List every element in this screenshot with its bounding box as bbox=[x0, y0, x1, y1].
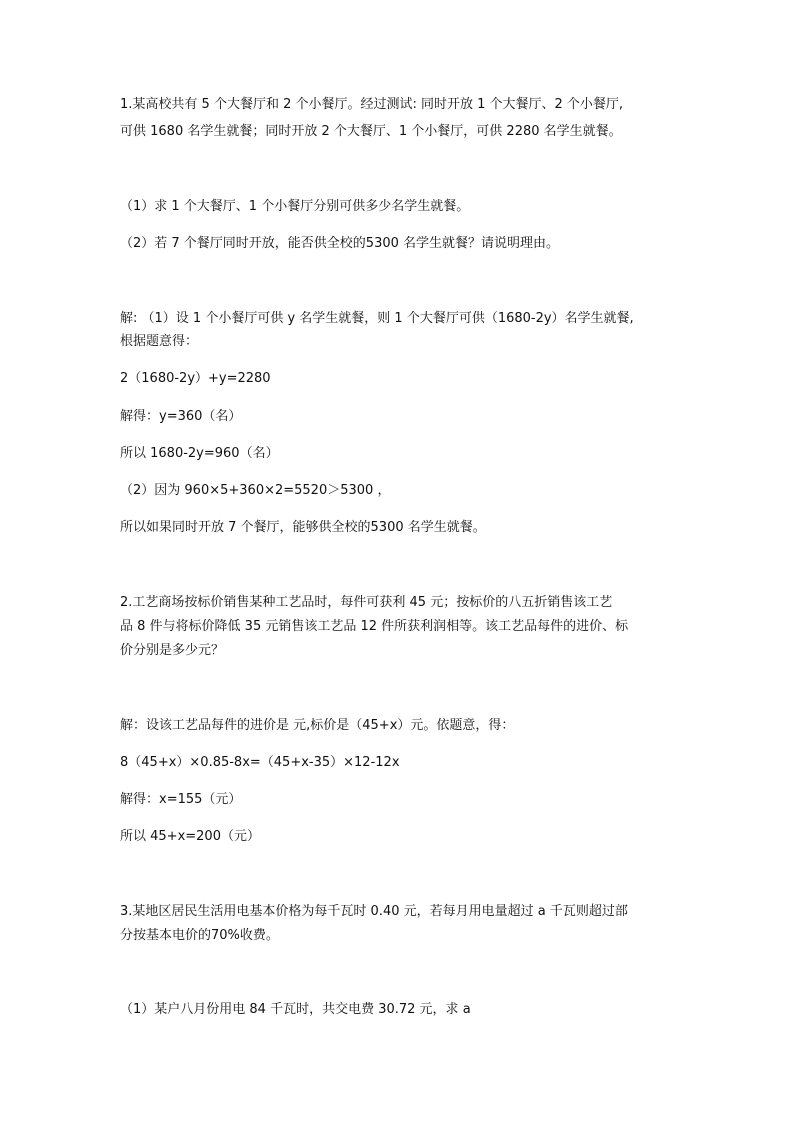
problem-2-result: 解得：x=155（元） bbox=[120, 792, 242, 807]
problem-1-solution-line-2: 根据题意得： bbox=[120, 334, 199, 349]
problem-1-statement-line-2: 可供 1680 名学生就餐；同时开放 2 个大餐厅、1 个小餐厅，可供 2280 名学生就餐。 bbox=[120, 124, 622, 139]
problem-2-conclusion: 所以 45+x=200（元） bbox=[120, 829, 260, 844]
problem-1-question-1: （1）求 1 个大餐厅、1 个小餐厅分别可供多少名学生就餐。 bbox=[120, 199, 470, 214]
problem-2-statement-line-3: 价分别是多少元？ bbox=[120, 643, 225, 658]
problem-2-equation: 8（45+x）×0.85-8x=（45+x-35）×12-12x bbox=[120, 755, 400, 770]
problem-1-question-2: （2）若 7 个餐厅同时开放，能否供全校的5300 名学生就餐？请说明理由。 bbox=[120, 236, 560, 251]
problem-1-solution-line-1: 解: （1）设 1 个小餐厅可供 y 名学生就餐，则 1 个大餐厅可供（1680-2y）名学生就餐, bbox=[120, 311, 634, 326]
problem-1-conclusion-2: 所以如果同时开放 7 个餐厅，能够供全校的5300 名学生就餐。 bbox=[120, 520, 486, 535]
problem-3-statement-line-1: 3.某地区居民生活用电基本价格为每千瓦时 0.40 元，若每月用电量超过 a 千瓦则超过部 bbox=[120, 904, 628, 919]
problem-3-statement-line-2: 分按基本电价的70%收费。 bbox=[120, 928, 279, 943]
problem-2-statement-line-1: 2.工艺商场按标价销售某种工艺品时，每件可获利 45 元；按标价的八五折销售该工艺 bbox=[120, 595, 613, 610]
problem-1-result: 解得：y=360（名） bbox=[120, 409, 242, 424]
problem-1-conclusion-1: 所以 1680-2y=960（名） bbox=[120, 446, 279, 461]
problem-1-statement-line-1: 1.某高校共有 5 个大餐厅和 2 个小餐厅。经过测试: 同时开放 1 个大餐厅、2 个小餐厅, bbox=[120, 97, 624, 112]
problem-2-solution-line-1: 解：设该工艺品每件的进价是 元,标价是（45+x）元。依题意，得： bbox=[120, 718, 515, 733]
problem-3-question-1: （1）某户八月份用电 84 千瓦时，共交电费 30.72 元，求 a bbox=[120, 1002, 471, 1017]
problem-2-statement-line-2: 品 8 件与将标价降低 35 元销售该工艺品 12 件所获利润相等。该工艺品每件的进价、标 bbox=[120, 619, 629, 634]
problem-1-part-2-reason: （2）因为 960×5+360×2=5520＞5300 ， bbox=[120, 483, 391, 498]
problem-1-equation: 2（1680-2y）+y=2280 bbox=[120, 371, 271, 386]
